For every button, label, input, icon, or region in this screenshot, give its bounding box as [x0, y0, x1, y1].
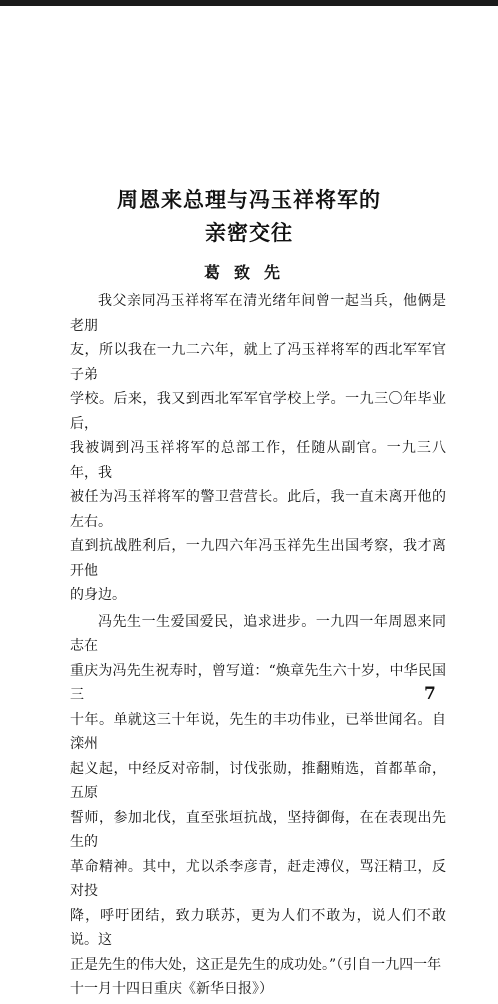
text-line: 正是先生的伟大处，这正是先生的成功处。”（引自一九四一年 — [70, 956, 442, 973]
text-line: 友，所以我在一九二六年，就上了冯玉祥将军的西北军军官子弟 — [70, 342, 446, 383]
page-number: 7 — [424, 684, 436, 704]
text-line: 冯先生一生爱国爱民，追求进步。一九四一年周恩来同志在 — [70, 613, 446, 654]
text-line: 革命精神。其中，尤以杀李彦青，赶走溥仪，骂汪精卫，反对投 — [70, 858, 446, 899]
article-title-line-2: 亲密交往 — [205, 220, 293, 245]
text-line: 十年。单就这三十年说，先生的丰功伟业，已举世闻名。自滦州 — [70, 711, 446, 752]
text-line: 直到抗战胜利后，一九四六年冯玉祥先生出国考察，我才离开他 — [70, 538, 446, 579]
text-line: 重庆为冯先生祝寿时，曾写道：“焕章先生六十岁，中华民国三 — [70, 662, 446, 703]
text-line: 起义起，中经反对帝制，讨伐张勋，推翻贿选，首都革命，五原 — [70, 760, 446, 801]
article-title-line-1: 周恩来总理与冯玉祥将军的 — [117, 187, 381, 212]
article-body — [70, 289, 446, 1004]
paragraph-1 — [70, 289, 446, 608]
text-line: 誓师，参加北伐，直至张垣抗战，坚持御侮，在在表现出先生的 — [70, 809, 446, 850]
text-line: 降，呼吁团结，致力联苏，更为人们不敢为，说人们不敢说。这 — [70, 907, 446, 948]
top-edge-rule — [0, 0, 498, 6]
text-line: 十一月十四日重庆《新华日报》） — [70, 981, 273, 997]
text-line: 学校。后来，我又到西北军军官学校上学。一九三〇年毕业后， — [70, 391, 446, 432]
text-line: 我被调到冯玉祥将军的总部工作，任随从副官。一九三八年，我 — [70, 440, 446, 481]
text-line: 被任为冯玉祥将军的警卫营营长。此后，我一直未离开他的左右。 — [70, 489, 446, 530]
text-line: 的身边。 — [70, 587, 126, 603]
article-author: 葛致先 — [203, 263, 294, 282]
text-line: 我父亲同冯玉祥将军在清光绪年间曾一起当兵，他俩是老朋 — [70, 293, 446, 334]
paragraph-2 — [70, 610, 446, 1002]
